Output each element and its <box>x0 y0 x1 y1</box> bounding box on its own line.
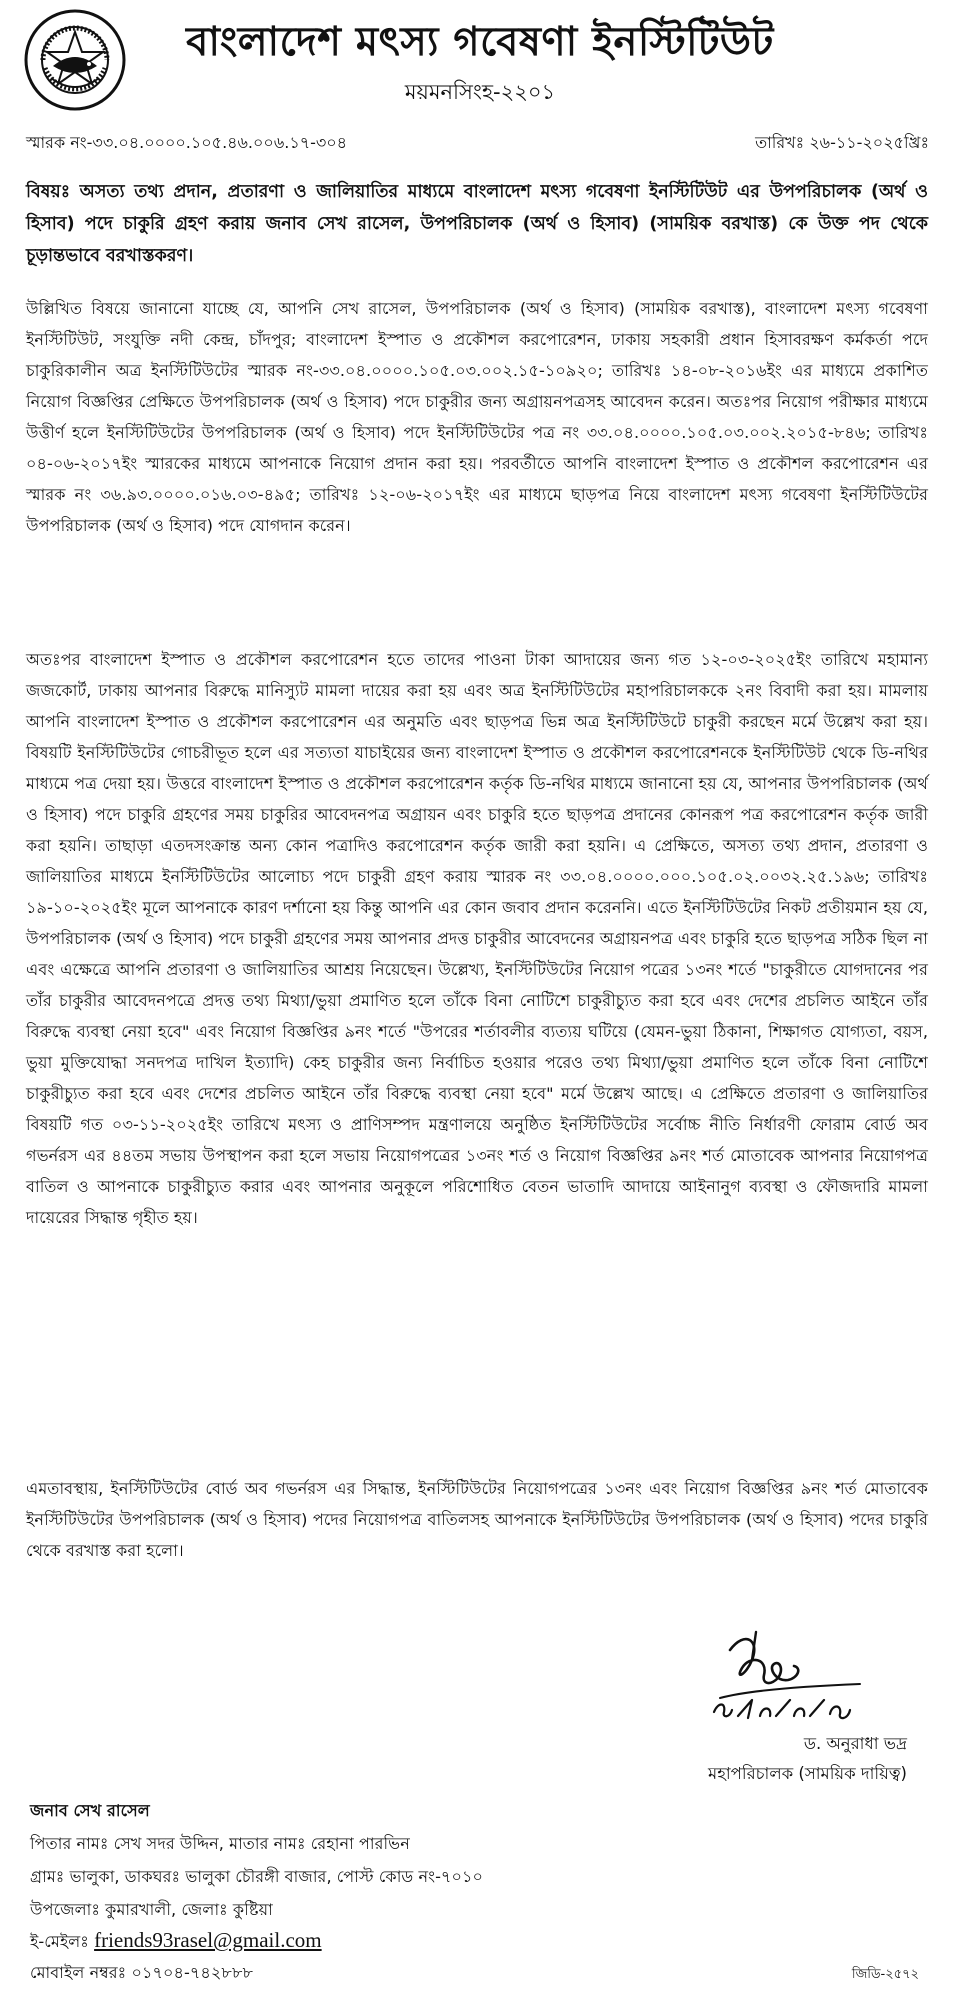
recipient-upazila: উপজেলাঃ কুমারখালী, জেলাঃ কুষ্টিয়া <box>30 1900 273 1919</box>
letter-subject: বিষয়ঃ অসত্য তথ্য প্রদান, প্রতারণা ও জালিয়াতির মাধ্যমে বাংলাদেশ মৎস্য গবেষণা ইনস্টিটিউট এর উপপরিচালক (অর্থ ও হিসাব) পদে চাকুরি গ্রহণ করায় জনাব সেখ রাসেল, উপপরিচালক (অর্থ ও হিসাব) (সাময়িক বরখাস্ত) কে উক্ত পদ থেকে চূড়ান্তভাবে বরখাস্তকরণ। <box>26 182 928 266</box>
recipient-mobile: মোবাইল নম্বরঃ ০১৭০৪-৭৪২৮৮৮ <box>30 1963 253 1982</box>
bfri-seal-logo-icon <box>23 8 127 112</box>
recipient-email-line <box>30 1929 322 1953</box>
memo-number: স্মারক নং-৩৩.০৪.০০০০.১০৫.৪৬.০০৬.১৭-৩০৪ <box>26 133 348 152</box>
reference-code: জিডি-২৫৭২ <box>851 1967 919 1982</box>
memo-date: তারিখঃ ২৬-১১-২০২৫খ্রিঃ <box>755 133 929 152</box>
handwritten-signature-icon <box>690 1620 890 1730</box>
body-paragraph-3: এমতাবস্থায়, ইনস্টিটিউটের বোর্ড অব গভর্নরস এর সিদ্ধান্ত, ইনস্টিটিউটের নিয়োগপত্রের ১৩নং এবং নিয়োগ বিজ্ঞপ্তির ৯নং শর্ত মোতাবেক ইনস্টিটিউটের উপপরিচালক (অর্থ ও হিসাব) পদের নিয়োগপত্র বাতিলসহ আপনাকে ইনস্টিটিউটের উপপরিচালক (অর্থ ও হিসাব) পদের চাকুরি থেকে বরখাস্ত করা হলো। <box>26 1479 928 1560</box>
organization-name: বাংলাদেশ মৎস্য গবেষণা ইনস্টিটিউট <box>186 19 774 65</box>
body-paragraph-1: উল্লিখিত বিষয়ে জানানো যাচ্ছে যে, আপনি সেখ রাসেল, উপপরিচালক (অর্থ ও হিসাব) (সাময়িক বরখাস্ত), বাংলাদেশ মৎস্য গবেষণা ইনস্টিটিউট, সংযুক্তি নদী কেন্দ্র, চাঁদপুর; বাংলাদেশ ইস্পাত ও প্রকৌশল করপোরেশন, ঢাকায় সহকারী প্রধান হিসাবরক্ষণ কর্মকর্তা পদে চাকুরিকালীন অত্র ইনস্টিটিউটের স্মারক নং-৩৩.০৪.০০০০.১০৫.০৩.০০২.১৫-১০৯২০; তারিখঃ ১৪-০৮-২০১৬ইং এর মাধ্যমে প্রকাশিত নিয়োগ বিজ্ঞপ্তির প্রেক্ষিতে উপপরিচালক (অর্থ ও হিসাব) পদে চাকুরীর জন্য অগ্রায়নপত্রসহ আবেদন করেন। অতঃপর নিয়োগ পরীক্ষার মাধ্যমে উত্তীর্ণ হলে ইনস্টিটিউটের উপপরিচালক (অর্থ ও হিসাব) পদে ইনস্টিটিউটের পত্র নং ৩৩.০৪.০০০০.১০৫.০৩.০০২.২০১৫-৮৪৬; তারিখঃ ০৪-০৬-২০১৭ইং স্মারকের মাধ্যমে আপনাকে নিয়োগ প্রদান করা হয়। পরবর্তীতে আপনি বাংলাদেশ ইস্পাত ও প্রকৌশল করপোরেশন এর স্মারক নং ৩৬.৯৩.০০০০.০১৬.০৩-৪৯৫; তারিখঃ ১২-০৬-২০১৭ইং এর মাধ্যমে ছাড়পত্র নিয়ে বাংলাদেশ মৎস্য গবেষণা ইনস্টিটিউটের উপপরিচালক (অর্থ ও হিসাব) পদে যোগদান করেন। <box>26 299 928 535</box>
recipient-email-link[interactable]: friends93rasel@gmail.com <box>94 1928 322 1952</box>
recipient-name: জনাব সেখ রাসেল <box>30 1801 150 1820</box>
body-paragraph-2: অতঃপর বাংলাদেশ ইস্পাত ও প্রকৌশল করপোরেশন হতে তাদের পাওনা টাকা আদায়ের জন্য গত ১২-০৩-২০২৫ইং তারিখে মহামান্য জজকোর্ট, ঢাকায় আপনার বিরুদ্ধে মানিস্যুট মামলা দায়ের করা হয় এবং অত্র ইনস্টিটিউটের মহাপরিচালককে ২নং বিবাদী করা হয়। মামলায় আপনি বাংলাদেশ ইস্পাত ও প্রকৌশল করপোরেশন এর অনুমতি এবং ছাড়পত্র ভিন্ন অত্র ইনস্টিটিউটে চাকুরী করছেন মর্মে উল্লেখ করা হয়। বিষয়টি ইনস্টিটিউটের গোচরীভূত হলে এর সত্যতা যাচাইয়ের জন্য বাংলাদেশ ইস্পাত ও প্রকৌশল করপোরেশনকে ইনস্টিটিউট থেকে ডি-নথির মাধ্যমে পত্র দেয়া হয়। উত্তরে বাংলাদেশ ইস্পাত ও প্রকৌশল করপোরেশন কর্তৃক ডি-নথির মাধ্যমে জানানো হয় যে, আপনার উপপরিচালক (অর্থ ও হিসাব) পদে চাকুরি গ্রহণের সময় চাকুরির আবেদনপত্র অগ্রায়ন এবং চাকুরি হতে ছাড়পত্র প্রদানের কোনরূপ পত্র করপোরেশন কর্তৃক জারী করা হয়নি। তাছাড়া এতদসংক্রান্ত অন্য কোন পত্রাদিও করপোরেশন কর্তৃক জারী করা হয়নি। এ প্রেক্ষিতে, অসত্য তথ্য প্রদান, প্রতারণা ও জালিয়াতির মাধ্যমে ইনস্টিটিউটের আলোচ্য পদে চাকুরী গ্রহণ করায় স্মারক নং ৩৩.০৪.০০০০.০০০.১০৫.০২.০০৩২.২৫.১৯৬; তারিখঃ ১৯-১০-২০২৫ইং মূলে আপনাকে কারণ দর্শানো হয় কিন্তু আপনি এর কোন জবাব প্রদান করেননি। এতে ইনস্টিটিউটের নিকট প্রতীয়মান হয় যে, উপপরিচালক (অর্থ ও হিসাব) পদে চাকুরী গ্রহণের সময় আপনার প্রদত্ত চাকুরীর আবেদনের অগ্রায়নপত্র এবং চাকুরি হতে ছাড়পত্র সঠিক ছিল না এবং এক্ষেত্রে আপনি প্রতারণা ও জালিয়াতির আশ্রয় নিয়েছেন। উল্লেখ্য, ইনস্টিটিউটের নিয়োগ পত্রের ১৩নং শর্তে "চাকুরীতে যোগদানের পর তাঁর চাকুরীর আবেদনপত্রে প্রদত্ত তথ্য মিথ্যা/ভুয়া প্রমাণিত হলে তাঁকে বিনা নোটিশে চাকুরীচ্যুত করা হবে এবং দেশের প্রচলিত আইনে তাঁর বিরুদ্ধে ব্যবস্থা নেয়া হবে" এবং নিয়োগ বিজ্ঞপ্তির ৯নং শর্তে "উপরের শর্তাবলীর ব্যত্যয় ঘটিয়ে (যেমন-ভুয়া ঠিকানা, শিক্ষাগত যোগ্যতা, বয়স, ভুয়া মুক্তিযোদ্ধা সনদপত্র দাখিল ইত্যাদি) কেহ চাকুরীর জন্য নির্বাচিত হওয়ার পরেও তথ্য মিথ্যা/ভুয়া প্রমাণিত হলে তাঁকে বিনা নোটিশে চাকুরীচ্যুত করা হবে এবং দেশের প্রচলিত আইনে তাঁর বিরুদ্ধে ব্যবস্থা নেয়া হবে" মর্মে উল্লেখ আছে। এ প্রেক্ষিতে প্রতারণা ও জালিয়াতির বিষয়টি গত ০৩-১১-২০২৫ইং তারিখে মৎস্য ও প্রাণিসম্পদ মন্ত্রণালয়ে অনুষ্ঠিত ইনস্টিটিউটের সর্বোচ্চ নীতি নির্ধারণী ফোরাম বোর্ড অব গভর্নরস এর ৪৪তম সভায় উপস্থাপন করা হলে সভায় নিয়োগপত্রের ১৩নং শর্ত ও নিয়োগ বিজ্ঞপ্তির ৯নং শর্ত মোতাবেক আপনার নিয়োগপত্র বাতিল ও আপনাকে চাকুরীচ্যুত করার এবং আপনার অনুকূলে পরিশোধিত বেতন ভাতাদি আদায়ে আইনানুগ ব্যবস্থা ও ফৌজদারি মামলা দায়েরের সিদ্ধান্ত গৃহীত হয়। <box>26 650 928 1227</box>
email-label: ই-মেইলঃ <box>30 1932 89 1951</box>
recipient-parents: পিতার নামঃ সেখ সদর উদ্দিন, মাতার নামঃ রেহানা পারভিন <box>30 1834 410 1853</box>
signatory-title: মহাপরিচালক (সাময়িক দায়িত্ব) <box>708 1764 907 1783</box>
signatory-name: ড. অনুরাধা ভদ্র <box>803 1734 907 1753</box>
organization-city: ময়মনসিংহ-২২০১ <box>404 80 556 104</box>
recipient-village: গ্রামঃ ভালুকা, ডাকঘরঃ ভালুকা চৌরঙ্গী বাজার, পোস্ট কোড নং-৭০১০ <box>30 1867 484 1886</box>
